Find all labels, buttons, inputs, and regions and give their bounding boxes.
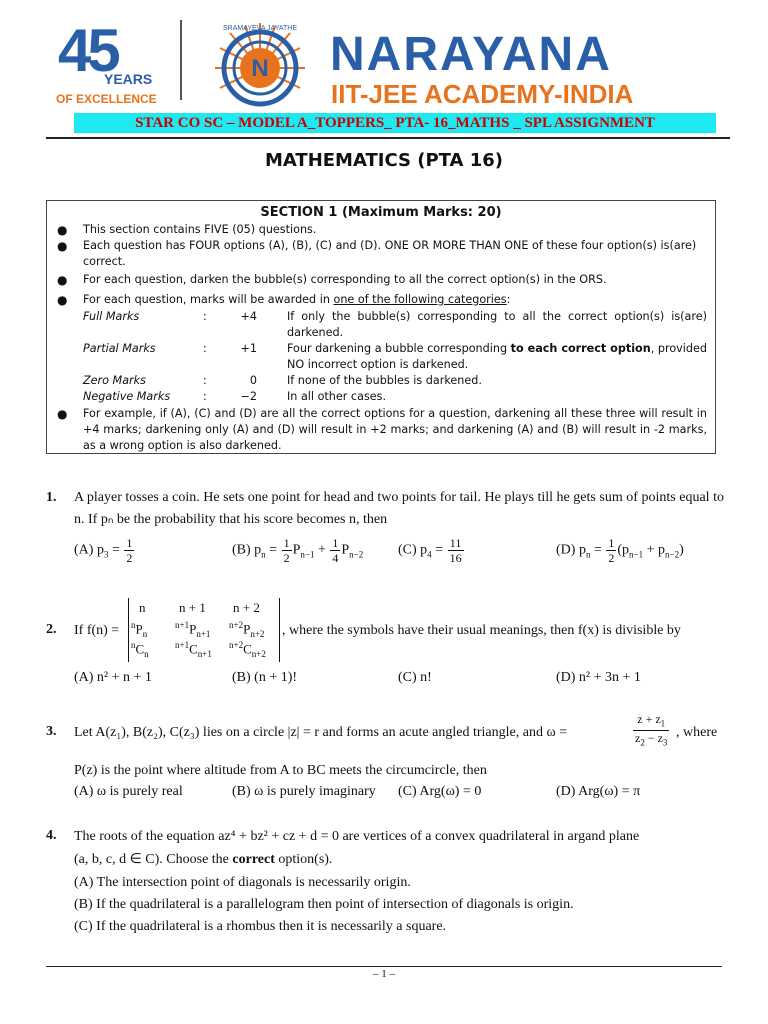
question-number: 4. [46,828,57,843]
mark-colon: : [203,390,207,403]
question-4-option-a: (A) The intersection point of diagonals is necessarily origin. [74,875,411,890]
question-2-option-c: (C) n! [398,670,432,685]
question-4-option-b: (B) If the quadrilateral is a parallelogram then point of intersection of diagonals is origin. [74,897,574,912]
mark-name: Zero Marks [83,374,146,387]
instruction-5: ● For example, if (A), (C) and (D) are all the correct options for a question, darkening all these three will result in +4 marks; darkening only (A) and (D) will result in +2 marks; and darkening (A) and (B) will result in -2 marks, as a wrong option is also darkened. [57,407,707,452]
question-3-omega-fraction: $\frac{z + z_1}{z_2 - z_3}$ [635,712,668,748]
instruction-3: ● For each question, darken the bubble(s) corresponding to all the correct option(s) in the ORS. [57,273,607,287]
narayana-emblem [200,18,320,108]
question-1-option-a: (A) $p_3$ = $\frac{1}{2}$ [74,536,133,565]
question-3-line2: P(z) is the point where altitude from A to BC meets the circumcircle, then [74,763,487,778]
question-1-text: A player tosses a coin. He sets one point for head and two points for tail. He plays till he gets sum of points equal to n. If pₙ be the probability that his score becomes n, then [74,490,724,527]
mark-name: Partial Marks [83,342,156,355]
anniversary-logo [52,17,182,110]
question-4-option-c: (C) If the quadrilateral is a rhombus then it is necessarily a square. [74,919,447,934]
question-1-option-b: (B) $p_n$ = $\frac{1}{2}$ $P_{n-1}$ + $\frac{1}{4}$ $P_{n-2}$ [232,536,364,565]
mark-desc: Four darkening a bubble corresponding to each correct option, provided NO incorrect option is darkened. [287,342,707,371]
mark-desc: If only the bubble(s) corresponding to all the correct option(s) is(are) darkened. [287,310,707,339]
page-title: MATHEMATICS (PTA 16) [264,150,504,171]
instruction-3-text: For each question, darken the bubble(s) corresponding to all the correct option(s) in the ORS. [83,273,607,286]
emblem-letter: N [251,55,269,82]
question-3-option-a: (A) ω is purely real [74,784,183,799]
brand-name: NARAYANA [330,28,612,81]
section-title: SECTION 1 (Maximum Marks: 20) [260,205,502,220]
assignment-banner-text: STAR CO SC – MODEL A_TOPPERS_ PTA- 16_MATHS _ SPL ASSIGNMENT [135,115,655,131]
question-4-line2: (a, b, c, d ∈ C). Choose the correct option(s). [74,852,333,867]
question-2-tail: , where the symbols have their usual meanings, then f(x) is divisible by [282,623,681,638]
section-instructions-box [46,200,716,454]
page-number: – 1 – [373,968,395,980]
instruction-2-text: Each question has FOUR options (A), (B), (C) and (D). ONE OR MORE THAN ONE of these four option(s) is(are) correct. [83,239,697,268]
emblem-icon [200,18,320,108]
question-3-tail: , where [676,725,718,740]
mark-name: Full Marks [83,310,140,323]
instruction-1: ● This section contains FIVE (05) questions. [57,223,317,237]
question-2-option-a: (A) n² + n + 1 [74,670,152,685]
question-3-option-d: (D) Arg(ω) = π [556,784,641,799]
question-number: 2. [46,622,57,637]
instruction-4: ● For each question, marks will be awarded in one of the following categories: [57,293,511,307]
header-divider [180,20,182,100]
emblem-motto: SRAMAYEVA JAYATHE [222,25,298,32]
question-2-option-d: (D) n² + 3n + 1 [556,670,641,685]
mark-value: +1 [240,342,257,355]
anniversary-tagline: OF EXCELLENCE [56,92,157,106]
mark-colon: : [203,342,207,355]
anniversary-years: YEARS [104,71,153,87]
mark-name: Negative Marks [83,390,171,403]
footer-rule [46,966,722,967]
header-rule [46,137,730,139]
mark-value: −2 [240,390,257,403]
anniversary-number: 45 [58,17,117,84]
instruction-1-text: This section contains FIVE (05) questions. [83,223,317,236]
assignment-banner [74,113,716,133]
question-2-option-b: (B) (n + 1)! [232,670,298,685]
instruction-2: ● Each question has FOUR options (A), (B), (C) and (D). ONE OR MORE THAN ONE of these four option(s) is(are) correct. [57,239,697,268]
mark-colon: : [203,310,207,323]
mark-value: +4 [240,310,257,323]
instruction-4-suffix: : [506,293,511,306]
mark-desc: In all other cases. [287,390,387,403]
question-2-lead: If f(n) = [74,623,120,638]
instruction-5-text: For example, if (A), (C) and (D) are all the correct options for a question, darkening all these three will result in +4 marks; darkening only (A) and (D) will result in +2 marks; and darkening (A) and (B) will result in -2 marks, as a wrong option is also darkened. [83,407,707,452]
mark-value: 0 [249,374,257,387]
question-4-line1: The roots of the equation az⁴ + bz² + cz + d = 0 are vertices of a convex quadrilateral in argand plane [74,829,640,844]
instruction-4-link: one of the following categories [333,293,507,306]
question-1-option-d: (D) $p_n$ = $\frac{1}{2}$ $(p_{n-1} + p_{n-2})$ [556,536,684,565]
mark-colon: : [203,374,207,387]
determinant: n n + 1 n + 2 $^nP_n$ $^{n+1}P_{n+1}$ $^{n+2}P_{n+2}$ $^nC_n$ $^{n+1}C_{n+1}$ $^{n+2}C_{n+2}$ [128,598,280,662]
question-number: 3. [46,724,57,739]
instruction-4-text: For each question, marks will be awarded in [83,293,334,306]
mark-desc: If none of the bubbles is darkened. [287,374,482,387]
question-3-text: Let A(z₁), B(z₂), C(z₃) lies on a circle |z| = r and forms an acute angled triangle, and ω = [74,725,568,740]
question-3-option-c: (C) Arg(ω) = 0 [398,784,482,799]
question-number: 1. [46,490,57,505]
brand-subtitle: IIT-JEE ACADEMY-INDIA [331,79,634,109]
question-1-option-c: (C) $p_4$ = $\frac{11}{16}$ [398,536,462,565]
question-3-option-b: (B) ω is purely imaginary [232,784,376,799]
